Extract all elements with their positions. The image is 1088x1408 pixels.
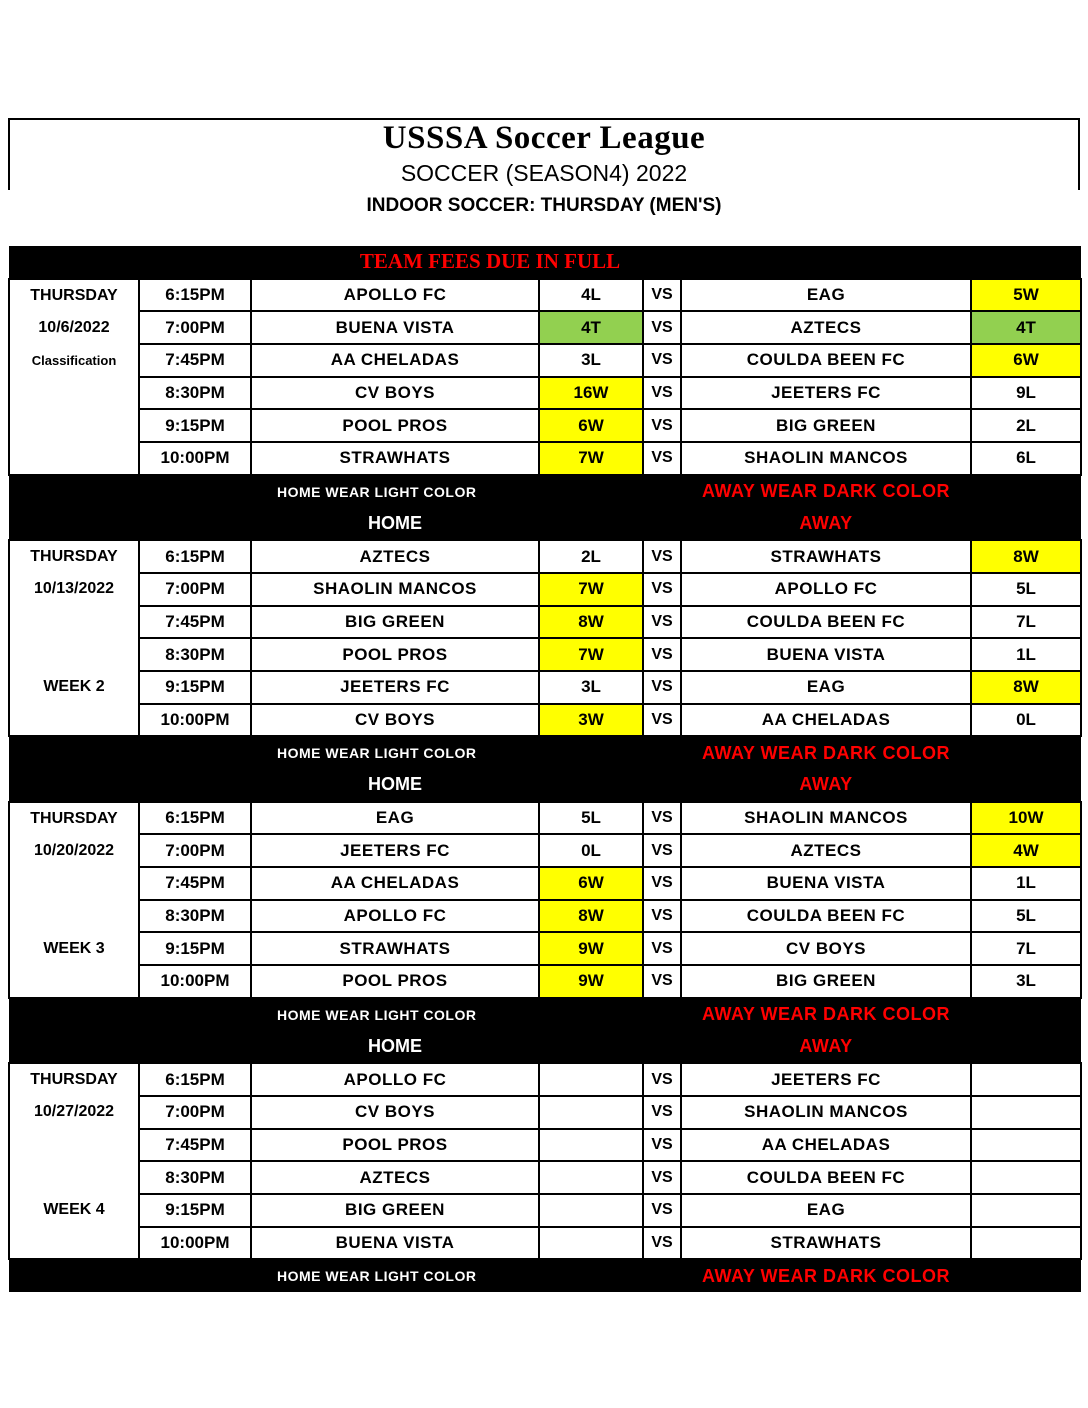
game-row [9, 932, 1081, 965]
away-score: 0L [971, 704, 1081, 737]
away-score [971, 1227, 1081, 1260]
home-team: CV BOYS [251, 377, 539, 410]
game-time: 6:15PM [139, 279, 251, 312]
banner-spacer [9, 246, 139, 279]
home-score [539, 1096, 643, 1129]
home-score: 7W [539, 442, 643, 475]
away-score: 10W [971, 802, 1081, 835]
away-score: 8W [971, 540, 1081, 573]
week-date: 10/13/2022 [9, 573, 139, 606]
wear-spacer [539, 475, 681, 508]
wear-spacer [539, 998, 681, 1031]
home-score: 16W [539, 377, 643, 410]
ha-spacer [539, 1031, 681, 1064]
vs-label: VS [643, 1063, 681, 1096]
vs-label: VS [643, 540, 681, 573]
game-row [9, 965, 1081, 998]
game-time: 7:45PM [139, 867, 251, 900]
away-score: 1L [971, 867, 1081, 900]
game-time: 9:15PM [139, 1194, 251, 1227]
home-score [539, 1227, 643, 1260]
date-cell [9, 377, 139, 410]
home-score: 8W [539, 606, 643, 639]
ha-spacer [971, 1031, 1081, 1064]
wear-spacer [9, 475, 251, 508]
game-row [9, 1161, 1081, 1194]
week-day: THURSDAY [9, 1063, 139, 1096]
wear-spacer [9, 998, 251, 1031]
away-score [971, 1063, 1081, 1096]
game-row [9, 834, 1081, 867]
away-wear-note: AWAY WEAR DARK COLOR [681, 736, 971, 769]
home-team: APOLLO FC [251, 1063, 539, 1096]
home-label: HOME [251, 508, 539, 541]
page-title: USSSA Soccer League [382, 120, 706, 156]
away-team: SHAOLIN MANCOS [681, 442, 971, 475]
away-team: COULDA BEEN FC [681, 344, 971, 377]
vs-label: VS [643, 638, 681, 671]
vs-label: VS [643, 344, 681, 377]
home-away-row [9, 508, 1081, 541]
wear-spacer [971, 736, 1081, 769]
game-row [9, 900, 1081, 933]
home-away-row [9, 1031, 1081, 1064]
date-cell [9, 442, 139, 475]
away-team: BIG GREEN [681, 965, 971, 998]
home-team: CV BOYS [251, 1096, 539, 1129]
game-row [9, 279, 1081, 312]
game-row [9, 377, 1081, 410]
away-score: 6L [971, 442, 1081, 475]
home-away-row [9, 769, 1081, 802]
fees-banner-row [9, 246, 1081, 279]
away-team: EAG [681, 1194, 971, 1227]
wear-spacer [539, 736, 681, 769]
away-score: 5W [971, 279, 1081, 312]
home-score: 3L [539, 344, 643, 377]
home-score: 6W [539, 867, 643, 900]
home-score: 9W [539, 965, 643, 998]
vs-label: VS [643, 965, 681, 998]
vs-label: VS [643, 606, 681, 639]
wear-color-row [9, 998, 1081, 1031]
wear-spacer [971, 1259, 1081, 1292]
home-score: 2L [539, 540, 643, 573]
game-row [9, 802, 1081, 835]
game-time: 7:45PM [139, 606, 251, 639]
away-team: AZTECS [681, 834, 971, 867]
game-time: 8:30PM [139, 1161, 251, 1194]
vs-label: VS [643, 704, 681, 737]
game-row [9, 409, 1081, 442]
wear-color-row [9, 475, 1081, 508]
home-team: STRAWHATS [251, 932, 539, 965]
away-label: AWAY [681, 1031, 971, 1064]
home-wear-note: HOME WEAR LIGHT COLOR [251, 475, 539, 508]
game-time: 7:00PM [139, 311, 251, 344]
home-wear-note: HOME WEAR LIGHT COLOR [251, 736, 539, 769]
game-row [9, 311, 1081, 344]
home-team: CV BOYS [251, 704, 539, 737]
away-wear-note: AWAY WEAR DARK COLOR [681, 1259, 971, 1292]
home-score: 3W [539, 704, 643, 737]
away-team: COULDA BEEN FC [681, 900, 971, 933]
game-time: 7:45PM [139, 1129, 251, 1162]
vs-label: VS [643, 834, 681, 867]
game-time: 10:00PM [139, 704, 251, 737]
home-team: AZTECS [251, 540, 539, 573]
home-team: AA CHELADAS [251, 344, 539, 377]
away-score [971, 1161, 1081, 1194]
ha-spacer [539, 769, 681, 802]
home-team: POOL PROS [251, 1129, 539, 1162]
home-score: 8W [539, 900, 643, 933]
away-team: BIG GREEN [681, 409, 971, 442]
away-team: SHAOLIN MANCOS [681, 802, 971, 835]
home-team: POOL PROS [251, 965, 539, 998]
game-time: 8:30PM [139, 377, 251, 410]
away-score: 8W [971, 671, 1081, 704]
home-score [539, 1161, 643, 1194]
home-team: APOLLO FC [251, 900, 539, 933]
ha-spacer [539, 508, 681, 541]
home-team: EAG [251, 802, 539, 835]
away-score: 4T [971, 311, 1081, 344]
home-score: 5L [539, 802, 643, 835]
ha-spacer [9, 1031, 251, 1064]
vs-label: VS [643, 1194, 681, 1227]
away-team: JEETERS FC [681, 377, 971, 410]
game-time: 8:30PM [139, 638, 251, 671]
week-day: THURSDAY [9, 540, 139, 573]
vs-label: VS [643, 802, 681, 835]
away-team: AZTECS [681, 311, 971, 344]
ha-spacer [9, 769, 251, 802]
game-row [9, 1129, 1081, 1162]
vs-label: VS [643, 573, 681, 606]
vs-label: VS [643, 932, 681, 965]
away-team: BUENA VISTA [681, 638, 971, 671]
home-label: HOME [251, 769, 539, 802]
home-team: JEETERS FC [251, 834, 539, 867]
game-time: 6:15PM [139, 1063, 251, 1096]
vs-label: VS [643, 1096, 681, 1129]
home-score: 7W [539, 638, 643, 671]
vs-label: VS [643, 377, 681, 410]
wear-color-row [9, 1259, 1081, 1292]
away-team: AA CHELADAS [681, 1129, 971, 1162]
week-date: 10/20/2022 [9, 834, 139, 867]
week-label: WEEK 4 [9, 1194, 139, 1227]
date-cell [9, 1161, 139, 1194]
vs-label: VS [643, 279, 681, 312]
vs-label: VS [643, 671, 681, 704]
game-row [9, 1194, 1081, 1227]
away-score: 6W [971, 344, 1081, 377]
week-day: THURSDAY [9, 279, 139, 312]
wear-color-row [9, 736, 1081, 769]
away-team: SHAOLIN MANCOS [681, 1096, 971, 1129]
home-team: POOL PROS [251, 638, 539, 671]
home-score: 4T [539, 311, 643, 344]
home-wear-note: HOME WEAR LIGHT COLOR [251, 998, 539, 1031]
home-score [539, 1194, 643, 1227]
away-team: STRAWHATS [681, 540, 971, 573]
wear-spacer [539, 1259, 681, 1292]
date-cell [9, 638, 139, 671]
away-score: 5L [971, 573, 1081, 606]
vs-label: VS [643, 1227, 681, 1260]
home-team: AA CHELADAS [251, 867, 539, 900]
game-row [9, 442, 1081, 475]
home-score: 4L [539, 279, 643, 312]
game-time: 9:15PM [139, 932, 251, 965]
home-score: 6W [539, 409, 643, 442]
home-team: SHAOLIN MANCOS [251, 573, 539, 606]
wear-spacer [971, 998, 1081, 1031]
vs-label: VS [643, 409, 681, 442]
home-team: BUENA VISTA [251, 311, 539, 344]
ha-spacer [971, 769, 1081, 802]
game-row [9, 606, 1081, 639]
game-row [9, 867, 1081, 900]
week-date: 10/6/2022 [9, 311, 139, 344]
away-label: AWAY [681, 508, 971, 541]
game-time: 10:00PM [139, 442, 251, 475]
date-cell [9, 1227, 139, 1260]
game-row [9, 1096, 1081, 1129]
away-score: 2L [971, 409, 1081, 442]
game-time: 6:15PM [139, 540, 251, 573]
away-label: AWAY [681, 769, 971, 802]
away-team: AA CHELADAS [681, 704, 971, 737]
home-team: APOLLO FC [251, 279, 539, 312]
schedule-table [8, 246, 1082, 1292]
game-time: 7:00PM [139, 573, 251, 606]
away-team: COULDA BEEN FC [681, 606, 971, 639]
home-team: BUENA VISTA [251, 1227, 539, 1260]
game-time: 7:00PM [139, 1096, 251, 1129]
away-score: 5L [971, 900, 1081, 933]
game-row [9, 1063, 1081, 1096]
away-team: JEETERS FC [681, 1063, 971, 1096]
away-score: 7L [971, 932, 1081, 965]
away-score [971, 1194, 1081, 1227]
home-score [539, 1063, 643, 1096]
vs-label: VS [643, 900, 681, 933]
game-time: 8:30PM [139, 900, 251, 933]
game-row [9, 671, 1081, 704]
wear-spacer [971, 475, 1081, 508]
game-row [9, 573, 1081, 606]
away-wear-note: AWAY WEAR DARK COLOR [681, 475, 971, 508]
date-cell [9, 867, 139, 900]
ha-spacer [971, 508, 1081, 541]
home-score: 0L [539, 834, 643, 867]
date-cell [9, 965, 139, 998]
home-score: 7W [539, 573, 643, 606]
fees-banner: TEAM FEES DUE IN FULL [139, 246, 1081, 279]
vs-label: VS [643, 867, 681, 900]
away-team: APOLLO FC [681, 573, 971, 606]
home-score [539, 1129, 643, 1162]
away-score: 4W [971, 834, 1081, 867]
game-time: 7:45PM [139, 344, 251, 377]
home-team: BIG GREEN [251, 606, 539, 639]
home-team: STRAWHATS [251, 442, 539, 475]
week-label: WEEK 2 [9, 671, 139, 704]
away-wear-note: AWAY WEAR DARK COLOR [681, 998, 971, 1031]
game-time: 9:15PM [139, 671, 251, 704]
game-row [9, 344, 1081, 377]
week-date: 10/27/2022 [9, 1096, 139, 1129]
wear-spacer [9, 736, 251, 769]
date-cell [9, 900, 139, 933]
date-cell [9, 409, 139, 442]
game-time: 6:15PM [139, 802, 251, 835]
home-score: 9W [539, 932, 643, 965]
game-row [9, 704, 1081, 737]
away-team: COULDA BEEN FC [681, 1161, 971, 1194]
game-row [9, 638, 1081, 671]
home-label: HOME [251, 1031, 539, 1064]
home-wear-note: HOME WEAR LIGHT COLOR [251, 1259, 539, 1292]
date-cell [9, 606, 139, 639]
week-day: THURSDAY [9, 802, 139, 835]
away-team: CV BOYS [681, 932, 971, 965]
home-score: 3L [539, 671, 643, 704]
league-subtitle: INDOOR SOCCER: THURSDAY (MEN'S) [366, 195, 722, 216]
home-team: BIG GREEN [251, 1194, 539, 1227]
vs-label: VS [643, 1129, 681, 1162]
away-team: STRAWHATS [681, 1227, 971, 1260]
wear-spacer [9, 1259, 251, 1292]
ha-spacer [9, 508, 251, 541]
home-team: JEETERS FC [251, 671, 539, 704]
vs-label: VS [643, 442, 681, 475]
season-subtitle: SOCCER (SEASON4) 2022 [400, 160, 688, 186]
away-team: EAG [681, 279, 971, 312]
game-time: 7:00PM [139, 834, 251, 867]
vs-label: VS [643, 311, 681, 344]
vs-label: VS [643, 1161, 681, 1194]
date-cell [9, 1129, 139, 1162]
away-score: 7L [971, 606, 1081, 639]
date-cell [9, 704, 139, 737]
game-row [9, 540, 1081, 573]
week-label: WEEK 3 [9, 932, 139, 965]
away-score [971, 1096, 1081, 1129]
game-row [9, 1227, 1081, 1260]
away-score [971, 1129, 1081, 1162]
home-team: POOL PROS [251, 409, 539, 442]
away-score: 3L [971, 965, 1081, 998]
away-team: BUENA VISTA [681, 867, 971, 900]
game-time: 9:15PM [139, 409, 251, 442]
game-time: 10:00PM [139, 1227, 251, 1260]
away-team: EAG [681, 671, 971, 704]
away-score: 1L [971, 638, 1081, 671]
week-label: Classification [9, 344, 139, 377]
game-time: 10:00PM [139, 965, 251, 998]
home-team: AZTECS [251, 1161, 539, 1194]
away-score: 9L [971, 377, 1081, 410]
